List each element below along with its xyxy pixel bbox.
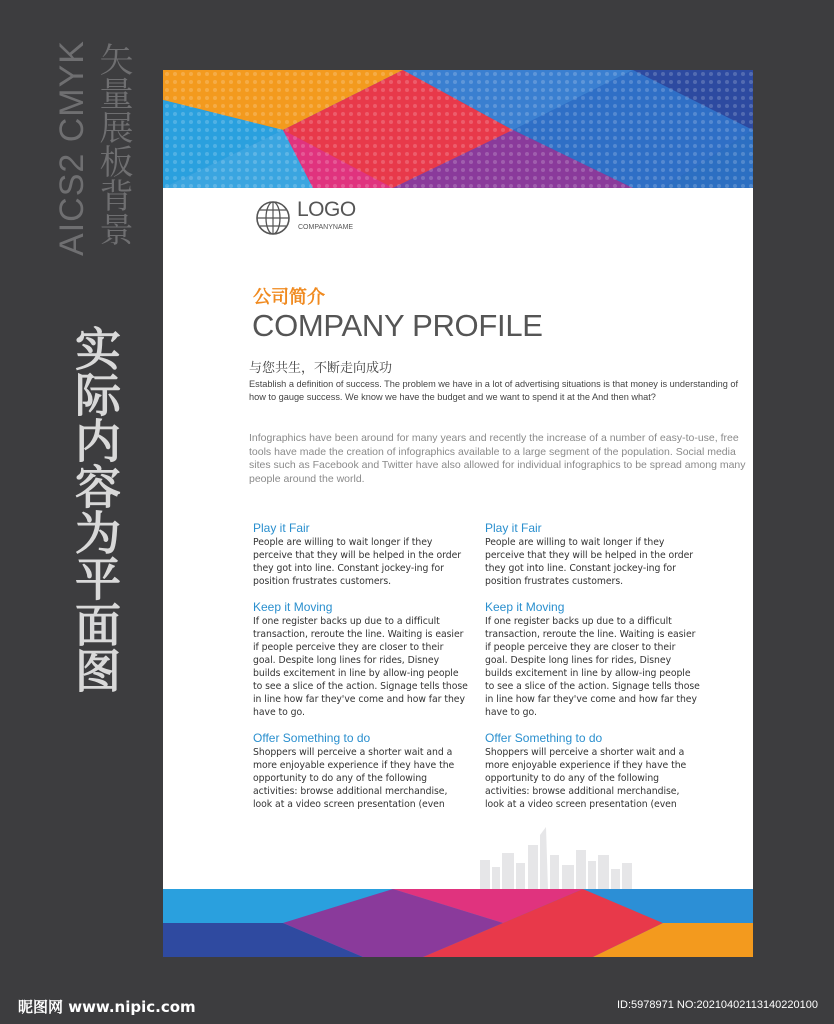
intro-paragraph: Infographics have been around for many years and recently the increase of a number of easy-to-use, free tools have made the creation of infographics available to a large segment of the population. Social media sites such as Facebook and Twitter have also allowed for individual infographics to be spread among many people around the world. bbox=[249, 432, 746, 485]
left-column bbox=[253, 521, 468, 823]
section-body: If one register backs up due to a difficult transaction, reroute the line. Waiting is easier if people perceive they are closer to their goal. Despite long lines for rides, Disney builds excitement in line by allow-ing people to see a slice of the action. Signage tells those in line how far they've come and how far they have to go. bbox=[253, 616, 468, 718]
format-caption: AICS2 CMYK bbox=[53, 40, 91, 256]
section-heading: Offer Something to do bbox=[485, 731, 603, 745]
section-body: If one register backs up due to a difficult transaction, reroute the line. Waiting is easier if people perceive they are closer to their goal. Despite long lines for rides, Disney builds excitement in line by allow-ing people to see a slice of the action. Signage tells those in line how far they've come and how far they have to go. bbox=[485, 616, 700, 718]
section-heading: Keep it Moving bbox=[253, 600, 333, 614]
globe-icon bbox=[255, 200, 291, 236]
right-column bbox=[485, 521, 700, 823]
section-body: People are willing to wait longer if they perceive that they will be helped in the order they got into line. Constant jockey-ing for position frustrates customers. bbox=[253, 537, 462, 587]
section-body: Shoppers will perceive a shorter wait and a more enjoyable experience if they have the opportunity to do any of the following activities: browse additional merchandise, look at a video screen presentation (even bbox=[253, 747, 455, 810]
section-heading: Play it Fair bbox=[485, 521, 542, 535]
title-english: COMPANY PROFILE bbox=[252, 308, 543, 343]
city-skyline-graphic bbox=[478, 825, 638, 890]
section-body: Shoppers will perceive a shorter wait and a more enjoyable experience if they have the opportunity to do any of the following activities: browse additional merchandise, look at a video screen presentation (even bbox=[485, 747, 687, 810]
title-chinese: 公司简介 bbox=[253, 287, 325, 308]
section-heading: Keep it Moving bbox=[485, 600, 565, 614]
lead-paragraph: Establish a definition of success. The problem we have in a lot of advertising situations is that money is understanding of how to gauge success. We know we have the budget and we want to spend it at the And then what? bbox=[249, 379, 739, 402]
section-body: People are willing to wait longer if they perceive that they will be helped in the order they got into line. Constant jockey-ing for position frustrates customers. bbox=[485, 537, 694, 587]
logo-wordmark: LOGO bbox=[297, 198, 356, 221]
section-heading: Offer Something to do bbox=[253, 731, 371, 745]
flat-image-note: 实际内容为平面图 bbox=[68, 325, 122, 693]
section-heading: Play it Fair bbox=[253, 521, 310, 535]
slogan: 与您共生，不断走向成功 bbox=[249, 361, 393, 376]
logo-company-name: COMPANYNAME bbox=[298, 224, 354, 231]
watermark-site: 昵图网 www.nipic.com bbox=[18, 998, 196, 1016]
bottom-geometric-banner bbox=[163, 889, 753, 957]
top-geometric-banner bbox=[163, 70, 753, 188]
vector-board-caption: 矢量展板背景 bbox=[93, 42, 133, 246]
watermark-id: ID:5978971 NO:20210402113140220100 bbox=[616, 999, 818, 1011]
company-profile-poster bbox=[163, 70, 753, 957]
